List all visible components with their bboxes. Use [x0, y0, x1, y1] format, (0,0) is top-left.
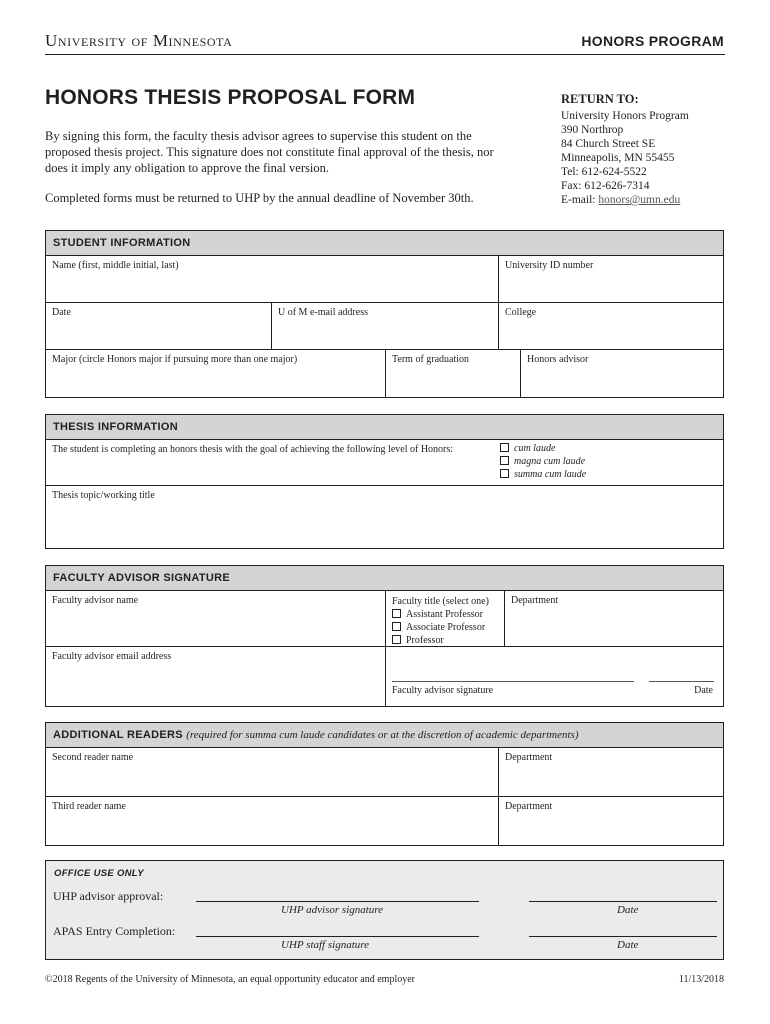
office-use-section — [45, 860, 724, 960]
date-field[interactable] — [46, 303, 272, 349]
student-name-field[interactable] — [46, 256, 499, 302]
apas-date-line[interactable] — [529, 936, 717, 937]
field-label: Department — [511, 595, 559, 606]
copyright-footer: ©2018 Regents of the University of Minnesota, an equal opportunity educator and employer — [45, 974, 416, 985]
student-information-section — [45, 230, 724, 398]
header-rule — [45, 54, 725, 55]
faculty-title-option[interactable] — [392, 634, 498, 647]
signature-line — [392, 681, 634, 682]
reader-row — [46, 748, 723, 797]
date-caption: Date — [617, 939, 639, 951]
program-name: HONORS PROGRAM — [581, 33, 724, 49]
checkbox-icon[interactable] — [392, 622, 401, 631]
return-line: Fax: 612-626-7314 — [561, 180, 650, 192]
apas-signature-caption: UHP staff signature — [281, 939, 370, 951]
reader-row — [46, 797, 723, 845]
email-link[interactable]: honors@umn.edu — [598, 194, 681, 206]
date-label: Date — [694, 685, 713, 696]
third-reader-department-field[interactable] — [499, 797, 723, 845]
checkbox-icon[interactable] — [392, 635, 401, 644]
heading-note: (required for summa cum laude candidates or at the discretion of academic departments) — [186, 729, 579, 741]
major-field[interactable] — [46, 350, 386, 397]
option-label: Assistant Professor — [406, 609, 483, 620]
uhp-date-line[interactable] — [529, 901, 717, 902]
faculty-advisor-section — [45, 565, 724, 707]
field-label: Date — [52, 307, 71, 318]
option-label: Professor — [406, 635, 444, 646]
apas-label: APAS Entry Completion: — [53, 924, 176, 938]
uhp-signature-line[interactable] — [196, 901, 479, 902]
return-address — [561, 92, 689, 207]
honors-goal-label — [46, 440, 494, 485]
faculty-title-option[interactable] — [392, 608, 498, 621]
return-heading: RETURN TO: — [561, 92, 639, 106]
thesis-row — [46, 440, 723, 486]
return-line: 84 Church Street SE — [561, 138, 656, 150]
checkbox-icon[interactable] — [500, 443, 509, 452]
second-reader-department-field[interactable] — [499, 748, 723, 796]
honors-level-options — [494, 440, 723, 485]
field-label: Term of graduation — [392, 354, 470, 365]
college-field[interactable] — [499, 303, 723, 349]
field-label: Department — [505, 752, 553, 763]
university-id-field[interactable] — [499, 256, 723, 302]
option-label: Associate Professor — [406, 622, 486, 633]
field-label: Name (first, middle initial, last) — [52, 260, 179, 271]
form-title: HONORS THESIS PROPOSAL FORM — [45, 86, 416, 109]
field-label: Thesis topic/working title — [52, 490, 155, 501]
checkbox-icon[interactable] — [500, 469, 509, 478]
section-heading — [46, 723, 723, 748]
honors-advisor-field[interactable] — [521, 350, 723, 397]
field-label: Faculty advisor name — [52, 595, 139, 606]
return-line: 390 Northrop — [561, 124, 624, 136]
thesis-information-section — [45, 414, 724, 549]
email-label: E-mail: — [561, 194, 599, 206]
return-line: Minneapolis, MN 55455 — [561, 152, 675, 164]
date-caption: Date — [617, 904, 639, 916]
field-label: Department — [505, 801, 553, 812]
student-row — [46, 256, 723, 303]
term-of-graduation-field[interactable] — [386, 350, 521, 397]
student-row — [46, 350, 723, 397]
honors-level-option[interactable] — [500, 442, 717, 455]
signature-label: Faculty advisor signature — [392, 685, 494, 696]
return-line: Tel: 612-624-5522 — [561, 166, 647, 178]
additional-readers-section — [45, 722, 724, 846]
field-label: The student is completing an honors thesis with the goal of achieving the following level of Honors: — [52, 444, 454, 455]
faculty-title-option[interactable] — [392, 621, 498, 634]
field-label: Honors advisor — [527, 354, 589, 365]
heading-text: ADDITIONAL READERS — [53, 729, 183, 741]
thesis-row — [46, 486, 723, 548]
return-email-line — [561, 193, 689, 207]
section-heading: OFFICE USE ONLY — [54, 868, 144, 879]
faculty-name-field[interactable] — [46, 591, 386, 646]
option-label: magna cum laude — [514, 456, 586, 467]
honors-level-option[interactable] — [500, 455, 717, 468]
field-label: Second reader name — [52, 752, 134, 763]
section-heading: THESIS INFORMATION — [46, 415, 723, 440]
checkbox-icon[interactable] — [392, 609, 401, 618]
email-field[interactable] — [272, 303, 499, 349]
date-line — [649, 681, 714, 682]
university-wordmark: University of Minnesota — [45, 31, 233, 50]
field-label: Faculty title (select one) — [392, 596, 489, 607]
faculty-row — [46, 647, 723, 706]
section-heading: STUDENT INFORMATION — [46, 231, 723, 256]
third-reader-field[interactable] — [46, 797, 499, 845]
thesis-topic-field[interactable] — [46, 486, 723, 548]
intro-text: By signing this form, the faculty thesis advisor agrees to supervise this student on the proposed thesis project. This signature does not constitute final approval of the thesis, nor does it imply any obligation to approve the final version. — [45, 129, 494, 175]
revision-date: 11/13/2018 — [678, 974, 724, 985]
field-label: U of M e-mail address — [278, 307, 368, 318]
faculty-email-field[interactable] — [46, 647, 386, 706]
honors-level-option[interactable] — [500, 468, 717, 481]
field-label: Major (circle Honors major if pursuing more than one major) — [52, 354, 298, 365]
student-row — [46, 303, 723, 350]
option-label: summa cum laude — [514, 469, 587, 480]
faculty-title-field — [386, 591, 505, 646]
apas-signature-line[interactable] — [196, 936, 479, 937]
checkbox-icon[interactable] — [500, 456, 509, 465]
field-label: University ID number — [505, 260, 594, 271]
field-label: College — [505, 307, 537, 318]
return-line: University Honors Program — [561, 110, 689, 122]
field-label: Third reader name — [52, 801, 126, 812]
faculty-signature-area — [386, 647, 723, 706]
option-label: cum laude — [514, 443, 556, 454]
field-label: Faculty advisor email address — [52, 651, 172, 662]
section-heading: FACULTY ADVISOR SIGNATURE — [46, 566, 723, 591]
faculty-row — [46, 591, 723, 647]
uhp-approval-label: UHP advisor approval: — [53, 889, 164, 903]
faculty-department-field[interactable] — [505, 591, 723, 646]
second-reader-field[interactable] — [46, 748, 499, 796]
deadline-note: Completed forms must be returned to UHP by the annual deadline of November 30th. — [45, 191, 474, 205]
uhp-signature-caption: UHP advisor signature — [281, 904, 384, 916]
